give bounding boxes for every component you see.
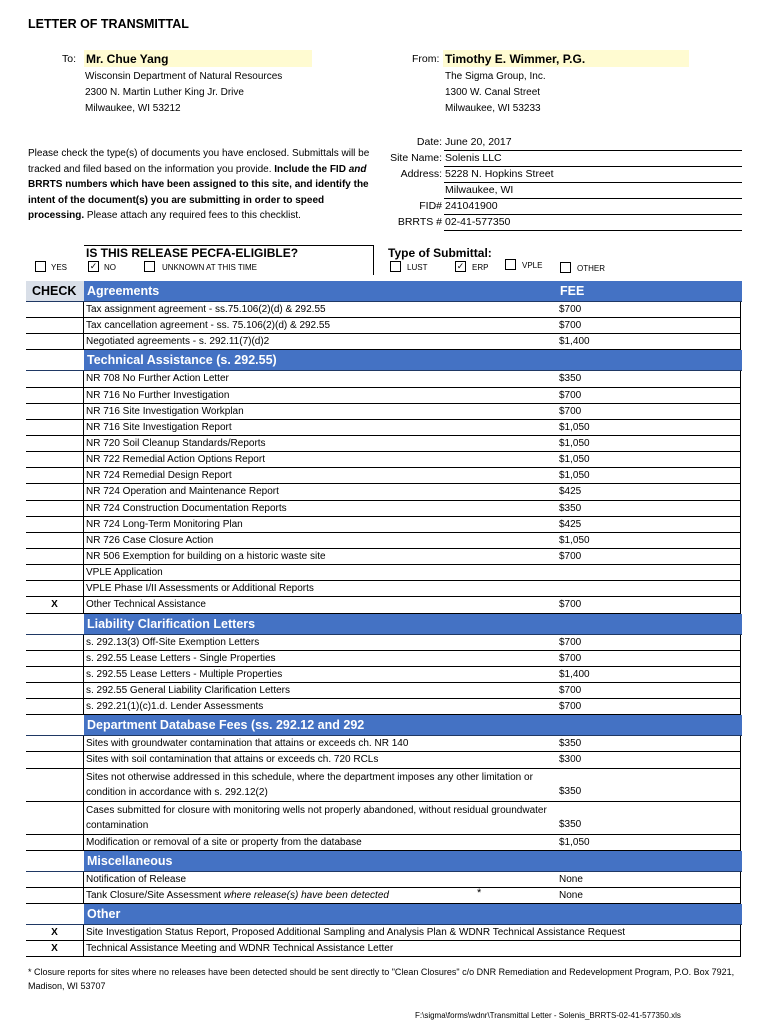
row-description	[84, 802, 557, 835]
row-fee: $1,400	[557, 334, 741, 350]
row-description	[84, 517, 557, 533]
row-check-cell[interactable]	[26, 667, 84, 683]
row-description-text: NR 724 Construction Documentation Reports	[86, 502, 287, 514]
table-row	[26, 302, 742, 318]
section-title: Technical Assistance (s. 292.55)	[87, 353, 277, 368]
table-row	[26, 334, 742, 350]
row-description-text: NR 716 Site Investigation Report	[86, 421, 232, 433]
site-name-label: Site Name:	[390, 152, 442, 164]
row-description-text: NR 716 Site Investigation Workplan	[86, 405, 244, 417]
brrts-label: BRRTS #	[397, 216, 442, 228]
row-fee: $350	[557, 769, 741, 802]
from-address-line: The Sigma Group, Inc.	[445, 71, 546, 82]
table-row	[26, 517, 742, 533]
row-description-text: NR 720 Soil Cleanup Standards/Reports	[86, 437, 266, 449]
to-address-line: Milwaukee, WI 53212	[85, 103, 181, 114]
document-title: LETTER OF TRANSMITTAL	[28, 17, 189, 31]
submittal-lust-label: LUST	[407, 263, 428, 272]
row-description-text: Tax cancellation agreement - ss. 75.106(2)(d) & 292.55	[86, 320, 331, 332]
pecfa-question: IS THIS RELEASE PECFA-ELIGIBLE?	[86, 246, 299, 260]
row-fee: $350	[557, 736, 741, 752]
submittal-vple-checkbox[interactable]	[505, 259, 516, 270]
row-description	[84, 835, 557, 851]
row-description-text: NR 716 No Further Investigation	[86, 389, 230, 401]
row-description-text: NR 506 Exemption for building on a historic waste site	[86, 550, 326, 562]
table-row	[26, 388, 742, 404]
row-fee: $300	[557, 752, 741, 768]
submittal-erp-checkbox[interactable]: ✓	[456, 261, 465, 271]
row-check-cell[interactable]: X	[26, 597, 84, 613]
row-fee: $1,050	[557, 468, 741, 484]
row-check-cell[interactable]	[26, 436, 84, 452]
fid-row	[300, 199, 740, 215]
row-description	[84, 635, 557, 651]
footnote-asterisk: *	[477, 886, 482, 899]
row-description-text: NR 726 Case Closure Action	[86, 534, 214, 546]
table-row	[26, 925, 742, 941]
check-column-spacer	[26, 904, 84, 924]
row-description	[84, 651, 557, 667]
table-row	[26, 736, 742, 752]
row-description-text: Sites with soil contamination that attains or exceeds ch. 720 RCLs	[86, 754, 379, 766]
row-fee: $1,400	[557, 667, 741, 683]
row-check-cell[interactable]	[26, 302, 84, 318]
check-column-spacer	[26, 851, 84, 871]
fid-label: FID#	[419, 200, 442, 212]
row-fee	[557, 565, 741, 581]
row-fee: $1,050	[557, 436, 741, 452]
table-row	[26, 484, 742, 500]
row-description	[84, 597, 557, 613]
row-description	[84, 872, 557, 888]
row-description	[84, 371, 557, 387]
pecfa-unknown-checkbox[interactable]	[144, 261, 155, 272]
pecfa-unknown-label: UNKNOWN AT THIS TIME	[162, 263, 257, 272]
section-header	[26, 851, 742, 872]
row-description	[84, 302, 557, 318]
row-check-cell[interactable]	[26, 334, 84, 350]
row-description	[84, 452, 557, 468]
row-description-text: s. 292.55 Lease Letters - Multiple Properties	[86, 668, 283, 680]
row-fee: $700	[557, 388, 741, 404]
date-row	[300, 135, 740, 151]
row-description	[84, 683, 557, 699]
pecfa-yes-label: YES	[51, 263, 68, 272]
row-fee: None	[557, 872, 741, 888]
row-description	[84, 752, 557, 768]
table-row	[26, 452, 742, 468]
row-description	[84, 736, 557, 752]
table-row	[26, 436, 742, 452]
row-fee: $700	[557, 699, 741, 715]
row-description	[84, 581, 557, 597]
row-check-cell[interactable]	[26, 769, 84, 802]
table-row	[26, 420, 742, 436]
row-fee: $1,050	[557, 452, 741, 468]
row-check-cell[interactable]	[26, 752, 84, 768]
brrts-row	[300, 215, 740, 231]
table-row	[26, 318, 742, 334]
address-field-line1[interactable]: 5228 N. Hopkins Street	[444, 168, 742, 183]
check-column-spacer	[26, 614, 84, 634]
table-row	[26, 581, 742, 597]
row-fee	[557, 581, 741, 597]
row-check-cell[interactable]	[26, 501, 84, 517]
row-fee: $700	[557, 635, 741, 651]
row-check-cell[interactable]	[26, 651, 84, 667]
section-header	[26, 614, 742, 635]
row-description-text: Other Technical Assistance	[86, 599, 206, 611]
row-description	[84, 769, 557, 802]
row-description-text: Site Investigation Status Report, Proposed Additional Sampling and Analysis Plan & WDNR Technical Assistance Request	[86, 926, 625, 938]
footnote: * Closure reports for sites where no releases have been detected should be sent directly to "Clean Closures" c/o DNR Remediation and Redevelopment Program, P.O. Box 7921, Madison, WI 53707	[28, 967, 735, 991]
from-name-field[interactable]: Timothy E. Wimmer, P.G.	[443, 50, 689, 67]
row-check-cell[interactable]	[26, 872, 84, 888]
section-title: Other	[87, 906, 121, 921]
row-description	[84, 334, 557, 350]
row-fee: $425	[557, 484, 741, 500]
table-row	[26, 635, 742, 651]
address-row-2	[300, 183, 740, 199]
row-description-text: Cases submitted for closure with monitoring wells not properly abandoned, without residual groundwater contamination	[86, 804, 547, 831]
row-check-cell[interactable]	[26, 635, 84, 651]
row-fee: $350	[557, 501, 741, 517]
file-path: F:\sigma\forms\wdnr\Transmittal Letter - Solenis_BRRTS-02-41-577350.xls	[415, 1011, 681, 1020]
row-description	[84, 404, 557, 420]
row-check-cell[interactable]	[26, 802, 84, 835]
table-row	[26, 371, 742, 387]
row-fee: $700	[557, 318, 741, 334]
table-row	[26, 835, 742, 851]
table-row	[26, 468, 742, 484]
row-description	[84, 667, 557, 683]
row-check-cell[interactable]	[26, 468, 84, 484]
row-check-cell[interactable]	[26, 581, 84, 597]
submittal-vple-label: VPLE	[522, 261, 543, 270]
row-check-cell[interactable]	[26, 736, 84, 752]
table-row	[26, 752, 742, 768]
row-description	[84, 501, 557, 517]
pecfa-yes-checkbox[interactable]	[35, 261, 46, 272]
row-fee: $1,050	[557, 835, 741, 851]
table-row	[26, 941, 742, 957]
table-row	[26, 549, 742, 565]
row-check-cell[interactable]	[26, 517, 84, 533]
table-row	[26, 802, 742, 835]
site-name-row	[300, 151, 740, 167]
row-check-cell[interactable]	[26, 420, 84, 436]
submittal-other-checkbox[interactable]	[560, 262, 571, 273]
submittal-other-label: OTHER	[577, 264, 605, 273]
section-header	[26, 350, 742, 371]
address-row	[300, 167, 740, 183]
row-fee: $425	[557, 517, 741, 533]
section-title: Liability Clarification Letters	[87, 616, 256, 631]
table-row	[26, 533, 742, 549]
section-title: Miscellaneous	[87, 853, 173, 868]
table-row	[26, 872, 742, 888]
row-check-cell[interactable]	[26, 452, 84, 468]
instructions-text: Please check the type(s) of documents you have enclosed. Submittals will be tracked and filed based on the information you provide. Include the FID and BRRTS numbers which have been assigned to this site, and identify the intent of the document(s) you are submitting in order to speed processing. Please attach any required fees to this checklist.	[28, 148, 370, 221]
date-field[interactable]: June 20, 2017	[444, 136, 742, 151]
row-description-text: Tank Closure/Site Assessment	[86, 889, 224, 901]
row-description-text: Modification or removal of a site or property from the database	[86, 836, 362, 848]
row-description	[84, 699, 557, 715]
table-row	[26, 404, 742, 420]
row-check-cell[interactable]	[26, 318, 84, 334]
row-description	[84, 888, 557, 904]
table-row	[26, 501, 742, 517]
row-description-text: VPLE Phase I/II Assessments or Additional Reports	[86, 583, 314, 595]
table-row	[26, 888, 742, 904]
from-address-line: 1300 W. Canal Street	[445, 87, 541, 98]
row-fee: $700	[557, 302, 741, 318]
row-description-text: s. 292.21(1)(c)1.d. Lender Assessments	[86, 701, 264, 713]
fid-field[interactable]: 241041900	[444, 200, 742, 215]
table-row	[26, 667, 742, 683]
row-check-cell[interactable]	[26, 683, 84, 699]
site-name-field[interactable]: Solenis LLC	[444, 152, 742, 167]
row-check-cell[interactable]	[26, 371, 84, 387]
section-title: Agreements	[87, 284, 160, 298]
submittal-lust-checkbox[interactable]	[390, 261, 401, 272]
row-description-text: NR 708 No Further Action Letter	[86, 373, 229, 385]
row-fee: $350	[557, 802, 741, 835]
check-column-spacer	[26, 350, 84, 370]
row-fee: $1,050	[557, 533, 741, 549]
row-check-cell[interactable]	[26, 484, 84, 500]
row-fee: $700	[557, 549, 741, 565]
row-check-cell[interactable]	[26, 533, 84, 549]
to-address-line: 2300 N. Martin Luther King Jr. Drive	[85, 87, 244, 98]
pecfa-no-label: NO	[104, 263, 116, 272]
table-row	[26, 565, 742, 581]
section-header	[26, 281, 742, 302]
table-row	[26, 683, 742, 699]
check-column-spacer	[26, 715, 84, 735]
row-description	[84, 549, 557, 565]
row-description-text: Sites with groundwater contamination that attains or exceeds ch. NR 140	[86, 738, 409, 750]
submittal-erp-label: ERP	[472, 263, 489, 272]
row-check-cell[interactable]	[26, 888, 84, 904]
row-description	[84, 420, 557, 436]
table-row	[26, 769, 742, 802]
row-description-text: NR 722 Remedial Action Options Report	[86, 454, 265, 466]
submittal-type-title: Type of Submittal:	[388, 246, 492, 260]
row-check-cell[interactable]	[26, 404, 84, 420]
row-description-text: Sites not otherwise addressed in this schedule, where the department imposes any other limitation or condition in accordance with s. 292.12(2)	[86, 771, 533, 798]
pecfa-no-checkbox[interactable]: ✓	[89, 261, 98, 271]
table-row	[26, 597, 742, 613]
row-description-text: s. 292.13(3) Off-Site Exemption Letters	[86, 636, 260, 648]
row-check-cell[interactable]	[26, 565, 84, 581]
row-description-text: Notification of Release	[86, 873, 187, 885]
row-check-cell[interactable]	[26, 835, 84, 851]
section-header	[26, 715, 742, 736]
row-fee: $350	[557, 371, 741, 387]
row-fee: $700	[557, 651, 741, 667]
row-description	[84, 436, 557, 452]
brrts-field[interactable]: 02-41-577350	[444, 216, 742, 231]
address-label: Address:	[400, 168, 442, 180]
to-label: To:	[62, 53, 77, 65]
row-description-text: NR 724 Remedial Design Report	[86, 470, 232, 482]
fee-column-header: FEE	[560, 284, 585, 298]
row-description	[84, 484, 557, 500]
row-description	[84, 533, 557, 549]
row-description-text: Tax assignment agreement - ss.75.106(2)(d) & 292.55	[86, 304, 326, 315]
row-fee: $700	[557, 404, 741, 420]
row-description-italic: where release(s) have been detected	[223, 889, 389, 901]
fee-table	[26, 281, 742, 957]
date-label: Date:	[416, 136, 442, 148]
row-check-cell[interactable]	[26, 388, 84, 404]
row-description	[84, 565, 557, 581]
row-description	[84, 388, 557, 404]
table-row	[26, 651, 742, 667]
row-description	[84, 468, 557, 484]
from-label: From:	[412, 53, 440, 65]
address-field-line2[interactable]: Milwaukee, WI	[444, 184, 742, 199]
row-fee: None	[557, 888, 741, 904]
row-description-text: NR 724 Long-Term Monitoring Plan	[86, 518, 243, 530]
row-check-cell[interactable]: X	[26, 925, 84, 941]
from-address-line: Milwaukee, WI 53233	[445, 103, 541, 114]
row-description-text: VPLE Application	[86, 567, 163, 579]
row-check-cell[interactable]	[26, 549, 84, 565]
section-title: Department Database Fees (ss. 292.12 and 292	[87, 718, 365, 733]
row-description-text: NR 724 Operation and Maintenance Report	[86, 486, 279, 498]
row-check-cell[interactable]	[26, 699, 84, 715]
section-header	[26, 904, 742, 925]
row-fee: $1,050	[557, 420, 741, 436]
row-description	[84, 925, 741, 941]
row-fee: $700	[557, 683, 741, 699]
row-fee: $700	[557, 597, 741, 613]
row-check-cell[interactable]: X	[26, 941, 84, 957]
to-address-line: Wisconsin Department of Natural Resources	[85, 71, 283, 82]
row-description	[84, 941, 741, 957]
row-description-text: Negotiated agreements - s. 292.11(7)(d)2	[86, 336, 270, 348]
to-name-field[interactable]: Mr. Chue Yang	[84, 50, 312, 67]
row-description-text: s. 292.55 Lease Letters - Single Properties	[86, 652, 276, 664]
table-row	[26, 699, 742, 715]
row-description-text: Technical Assistance Meeting and WDNR Technical Assistance Letter	[86, 943, 394, 955]
row-description	[84, 318, 557, 334]
row-description-text: s. 292.55 General Liability Clarification Letters	[86, 684, 290, 696]
check-column-header: CHECK	[26, 281, 84, 301]
